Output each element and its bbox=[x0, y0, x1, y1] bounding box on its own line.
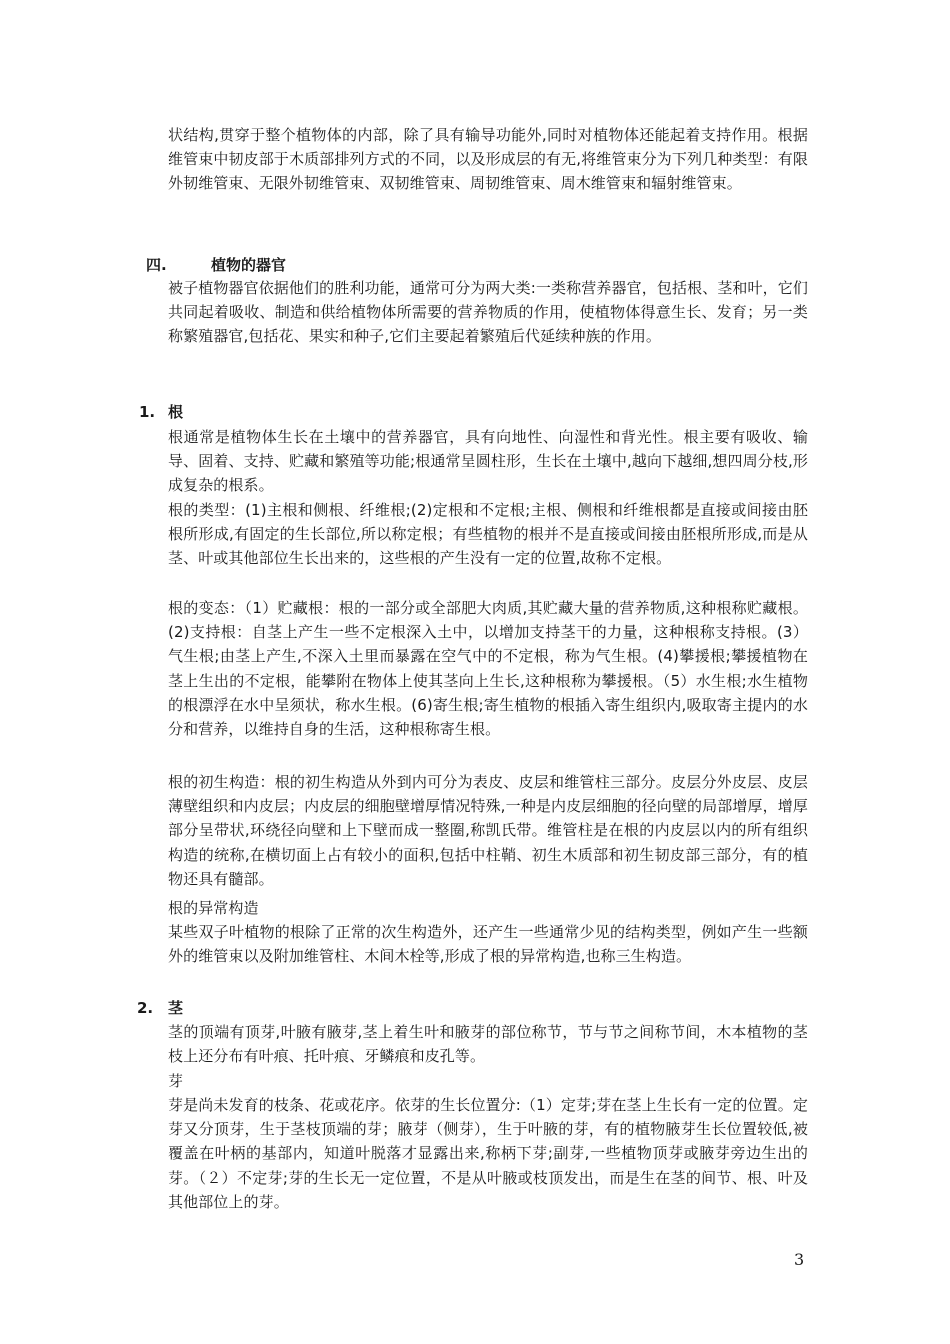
root-section-number: 1. bbox=[139, 403, 156, 421]
stem-bud-label: 芽 bbox=[168, 1072, 184, 1090]
intro-continuation-paragraph: 状结构,贯穿于整个植物体的内部，除了具有输导功能外,同时对植物体还能起着支持作用。根据维管束中韧皮部于木质部排列方式的不同，以及形成层的有无,将维管束分为下列几种类型：有限外韧维管束、无限外韧维管束、双韧维管束、周韧维管束、周木维管束和辐射维管束。 bbox=[168, 126, 808, 193]
root-anomalous-label: 根的异常构造 bbox=[168, 899, 259, 917]
root-section-title: 根 bbox=[168, 403, 184, 421]
root-paragraph-anomalous: 某些双子叶植物的根除了正常的次生构造外，还产生一些通常少见的结构类型，例如产生一些额外的维管束以及附加维管柱、木间木栓等,形成了根的异常构造,也称三生构造。 bbox=[168, 923, 808, 966]
stem-paragraph-intro: 茎的顶端有顶芽,叶腋有腋芽,茎上着生叶和腋芽的部位称节，节与节之间称节间，木本植物的茎枝上还分布有叶痕、托叶痕、牙鳞痕和皮孔等。 bbox=[168, 1023, 808, 1066]
stem-paragraph-buds: 芽是尚未发育的枝条、花或花序。依芽的生长位置分:（1）定芽;芽在茎上生长有一定的位置。定芽又分顶芽，生于茎枝顶端的芽；腋芽（侧芽），生于叶腋的芽，有的植物腋芽生长位置较低,被覆盖在叶柄的基部内，知道叶脱落才显露出来,称柄下芽;副芽,一些植物顶芽或腋芽旁边生出的芽。（２）不定芽;芽的生长无一定位置，不是从叶腋或枝顶发出，而是生在茎的间节、根、叶及其他部位上的芽。 bbox=[168, 1096, 808, 1211]
stem-section-title: 茎 bbox=[168, 999, 184, 1017]
section4-number: 四. bbox=[146, 256, 167, 274]
section4-body: 被子植物器官依据他们的胜利功能，通常可分为两大类:一类称营养器官，包括根、茎和叶，它们共同起着吸收、制造和供给植物体所需要的营养物质的作用，使植物体得意生长、发育；另一类称繁殖器官,包括花、果实和种子,它们主要起着繁殖后代延续种族的作用。 bbox=[168, 279, 808, 346]
root-paragraph-types: 根的类型：(1)主根和侧根、纤维根;(2)定根和不定根;主根、侧根和纤维根都是直接或间接由胚根所形成,有固定的生长部位,所以称定根；有些植物的根并不是直接或间接由胚根所形成,而是从茎、叶或其他部位生长出来的，这些根的产生没有一定的位置,故称不定根。 bbox=[168, 501, 808, 568]
root-paragraph-modifications: 根的变态：（1）贮藏根：根的一部分或全部肥大肉质,其贮藏大量的营养物质,这种根称贮藏根。(2)支持根：自茎上产生一些不定根深入土中，以增加支持茎干的力量，这种根称支持根。(3）气生根;由茎上产生,不深入土里而暴露在空气中的不定根，称为气生根。(4)攀援根;攀援植物在茎上生出的不定根，能攀附在物体上使其茎向上生长,这种根称为攀援根。（5）水生根;水生植物的根漂浮在水中呈须状，称水生根。(6)寄生根;寄生植物的根插入寄生组织内,吸取寄主提内的水分和营养，以维持自身的生活，这种根称寄生根。 bbox=[168, 599, 808, 739]
page-number: 3 bbox=[794, 1250, 805, 1269]
stem-section-number: 2. bbox=[137, 999, 154, 1017]
section4-title: 植物的器官 bbox=[211, 256, 287, 274]
root-paragraph-intro: 根通常是植物体生长在土壤中的营养器官，具有向地性、向湿性和背光性。根主要有吸收、输导、固着、支持、贮藏和繁殖等功能;根通常呈圆柱形，生长在土壤中,越向下越细,想四周分枝,形成复杂的根系。 bbox=[168, 428, 808, 495]
root-paragraph-primary-structure: 根的初生构造：根的初生构造从外到内可分为表皮、皮层和维管柱三部分。皮层分外皮层、皮层薄壁组织和内皮层；内皮层的细胞壁增厚情况特殊,一种是内皮层细胞的径向壁的局部增厚，增厚部分呈带状,环绕径向壁和上下壁而成一整圈,称凯氏带。维管柱是在根的内皮层以内的所有组织构造的统称,在横切面上占有较小的面积,包括中柱鞘、初生木质部和初生韧皮部三部分，有的植物还具有髓部。 bbox=[168, 773, 808, 888]
